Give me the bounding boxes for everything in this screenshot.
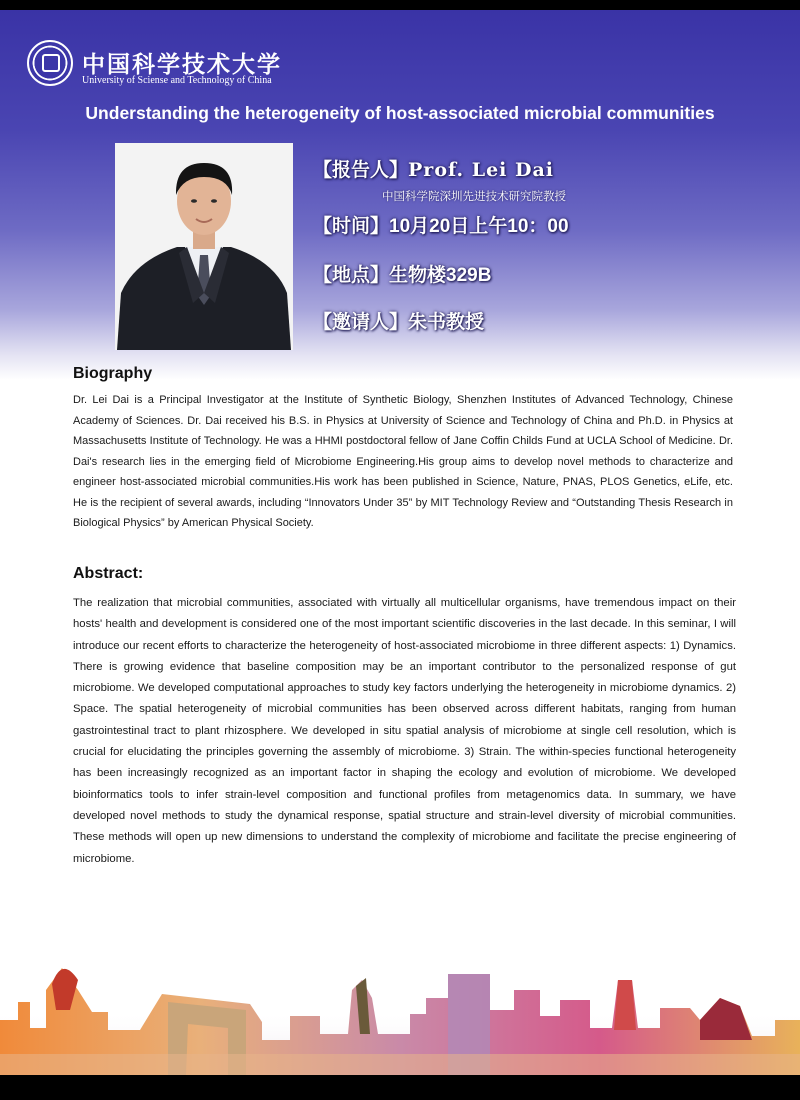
seminar-poster	[0, 10, 800, 1075]
university-seal-icon	[27, 40, 73, 86]
speaker-label: 【报告人】	[313, 160, 409, 181]
university-name-en: University of Sciense and Technology of China	[82, 75, 272, 86]
venue-line	[313, 260, 491, 287]
time-label: 【时间】	[313, 216, 390, 237]
venue-label: 【地点】	[313, 265, 390, 286]
speaker-name: Prof. Lei Dai	[408, 159, 554, 181]
seal-emblem	[42, 54, 60, 72]
time-line	[313, 211, 569, 238]
abstract-heading: Abstract:	[73, 565, 144, 582]
time-value: 10月20日上午10：00	[389, 216, 569, 237]
university-name-cn: 中国科学技术大学	[82, 51, 282, 78]
host-line	[313, 307, 484, 334]
speaker-line	[313, 155, 554, 182]
speaker-affiliation: 中国科学院深圳先进技术研究院教授	[382, 189, 566, 203]
host-value: 朱书教授	[408, 312, 485, 333]
biography-heading: Biography	[73, 365, 153, 382]
biography-text: Dr. Lei Dai is a Principal Investigator at the Institute of Synthetic Biology, Shenzhen Institutes of Advanced Technology, Chinese Academy of Sciences. Dr. Dai received his B.S. in Physics at University of Science and Technology of China and Ph.D. in Physics at Massachusetts Institute of Technology. He was a HHMI postdoctoral fellow of Jane Coffin Childs Fund at UCLA School of Medicine. Dr. Dai's research lies in the emerging field of Microbiome Engineering.His group aims to develop novel methods to characterize and engineer host-associated microbial communities.His work has been published in Science, Nature, PNAS, PLOS Genetics, eLife, etc. He is the recipient of several awards, including “Innovators Under 35” by MIT Technology Review and “Outstanding Thesis Research in Biological Physics” by American Physical Society.	[73, 394, 733, 529]
campus-skyline-illustration	[0, 950, 800, 1075]
host-label: 【邀请人】	[313, 312, 409, 333]
speaker-photo	[115, 143, 293, 350]
talk-title: Understanding the heterogeneity of host-associated microbial communities	[85, 103, 715, 123]
abstract-text: The realization that microbial communities, associated with virtually all multicellular organisms, have tremendous impact on their hosts' health and development is considered one of the most important scientific discoveries in the last decade. In this seminar, I will introduce our recent efforts to characterize the heterogeneity of host-associated microbiome in three different aspects: 1) Dynamics. There is growing evidence that baseline composition may be an important contributor to the personalized response of gut microbiome. We developed computational approaches to study key factors underlying the heterogeneity in microbiome dynamics. 2) Space. The spatial heterogeneity of microbial communities has been observed across different habitats, ranging from human gastrointestinal tract to plant rhizosphere. We developed in situ spatial analysis of microbiome at single cell resolution, which is crucial for elucidating the principles governing the assembly of microbiome. 3) Strain. The within-species functional heterogeneity has been increasingly recognized as an important factor in shaping the ecology and evolution of microbiome. We developed bioinformatics tools to infer strain-level composition and functional profiles from metagenomics data. In summary, we have developed novel methods to study the dynamical response, spatial structure and strain-level diversity of microbial communities. These methods will open up new dimensions to understand the complexity of microbiome and facilitate the precise engineering of microbiome.	[73, 597, 736, 865]
venue-value: 生物楼329B	[389, 265, 492, 286]
